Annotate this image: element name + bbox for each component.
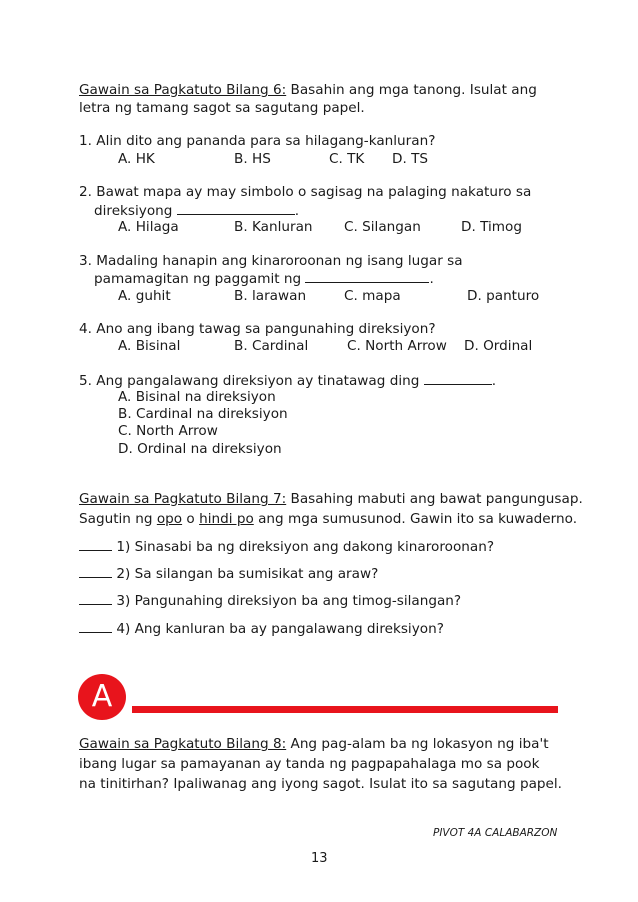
q2-choice-c: C. Silangan bbox=[344, 219, 421, 235]
q4-choice-d: D. Ordinal bbox=[464, 338, 533, 354]
activity-6-instruction-2: letra ng tamang sagot sa sagutang papel. bbox=[79, 100, 365, 116]
q2-choice-a: A. Hilaga bbox=[118, 219, 179, 235]
q3-choice-a: A. guhit bbox=[118, 288, 171, 304]
q4-choice-c: C. North Arrow bbox=[347, 338, 447, 354]
activity-8-intro bbox=[79, 736, 549, 752]
question-3-line-2: pamamagitan ng paggamit ng . bbox=[94, 271, 434, 287]
activity-7-instruction: Basahing mabuti ang bawat pangungusap. bbox=[290, 491, 583, 507]
answer-blank bbox=[79, 592, 112, 605]
activity-7-item: 2) Sa silangan ba sumisikat ang araw? bbox=[79, 565, 378, 582]
answer-blank bbox=[79, 538, 112, 551]
activity-7-instruction-2: Sagutin ng opo o hindi po ang mga sumusunod. Gawin ito sa kuwaderno. bbox=[79, 511, 578, 527]
q2-choice-b: B. Kanluran bbox=[234, 219, 313, 235]
activity-7-item: 4) Ang kanluran ba ay pangalawang direksiyon? bbox=[79, 620, 444, 637]
answer-opo: opo bbox=[156, 511, 183, 527]
answer-blank bbox=[79, 565, 112, 578]
activity-6-title: Gawain sa Pagkatuto Bilang 6: bbox=[79, 82, 287, 98]
question-1: 1. Alin dito ang pananda para sa hilagang-kanluran? bbox=[79, 133, 436, 149]
activity-6-intro bbox=[79, 82, 537, 98]
section-a-badge: A bbox=[78, 674, 126, 720]
section-divider-line bbox=[132, 706, 558, 713]
footer-label: PIVOT 4A CALABARZON bbox=[433, 827, 558, 839]
question-5: 5. Ang pangalawang direksiyon ay tinatawag ding . bbox=[79, 373, 497, 389]
q3-choice-c: C. mapa bbox=[344, 288, 401, 304]
q3-choice-d: D. panturo bbox=[467, 288, 540, 304]
q1-choice-b: B. HS bbox=[234, 151, 271, 167]
q1-choice-d: D. TS bbox=[392, 151, 429, 167]
answer-blank bbox=[177, 202, 295, 215]
q4-choice-a: A. Bisinal bbox=[118, 338, 181, 354]
question-2: 2. Bawat mapa ay may simbolo o sagisag na palaging nakaturo sa bbox=[79, 184, 532, 200]
activity-7-item: 1) Sinasabi ba ng direksiyon ang dakong kinaroroonan? bbox=[79, 538, 494, 555]
q4-choice-b: B. Cardinal bbox=[234, 338, 309, 354]
page-number: 13 bbox=[311, 851, 328, 866]
activity-8-instruction: Ang pag-alam ba ng lokasyon ng iba't bbox=[290, 736, 549, 752]
question-3: 3. Madaling hanapin ang kinaroroonan ng isang lugar sa bbox=[79, 253, 463, 269]
answer-hindi-po: hindi po bbox=[199, 511, 254, 527]
q5-choice-d: D. Ordinal na direksiyon bbox=[118, 441, 282, 457]
q1-choice-c: C. TK bbox=[329, 151, 365, 167]
q3-choice-b: B. larawan bbox=[234, 288, 307, 304]
q1-choice-a: A. HK bbox=[118, 151, 155, 167]
q2-choice-d: D. Timog bbox=[461, 219, 522, 235]
q5-choice-a: A. Bisinal na direksiyon bbox=[118, 389, 276, 405]
activity-8-title: Gawain sa Pagkatuto Bilang 8: bbox=[79, 736, 287, 752]
question-2-line-2: direksiyong . bbox=[94, 203, 300, 219]
activity-8-instruction-2: ibang lugar sa pamayanan ay tanda ng pagpapahalaga mo sa pook bbox=[79, 756, 540, 772]
question-4: 4. Ano ang ibang tawag sa pangunahing direksiyon? bbox=[79, 321, 436, 337]
activity-8-instruction-3: na tinitirhan? Ipaliwanag ang iyong sagot. Isulat ito sa sagutang papel. bbox=[79, 776, 562, 792]
answer-blank bbox=[79, 620, 112, 633]
q5-choice-c: C. North Arrow bbox=[118, 423, 218, 439]
activity-7-intro bbox=[79, 491, 583, 507]
activity-7-item: 3) Pangunahing direksiyon ba ang timog-silangan? bbox=[79, 592, 461, 609]
answer-blank bbox=[424, 372, 492, 385]
answer-blank bbox=[305, 270, 429, 283]
q5-choice-b: B. Cardinal na direksiyon bbox=[118, 406, 288, 422]
activity-7-title: Gawain sa Pagkatuto Bilang 7: bbox=[79, 491, 287, 507]
activity-6-instruction: Basahin ang mga tanong. Isulat ang bbox=[290, 82, 537, 98]
